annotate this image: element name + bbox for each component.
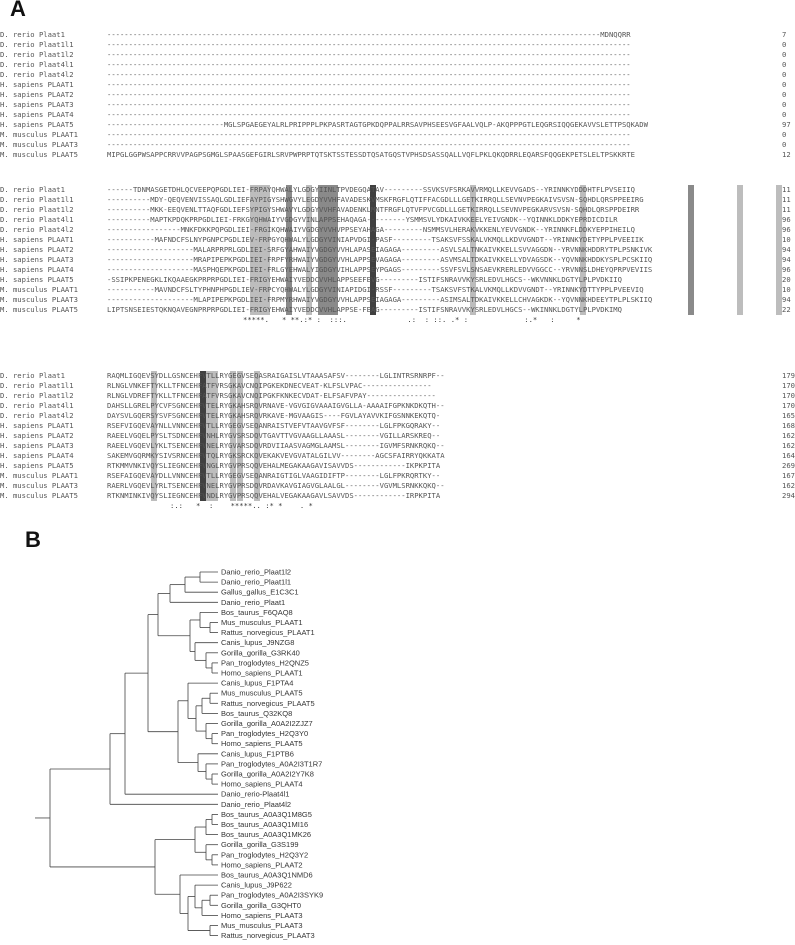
tree-tip-label: Homo_sapiens_PLAAT1 <box>221 668 303 678</box>
sequence-name: H. sapiens PLAAT1 <box>0 421 74 430</box>
sequence-residues: MIPGLGGPWSAPPCRRVVPAGPSGMGLSPAASGEFGIRLSRVPWPRPTQTSKTSSTESSDTQSATGQSTVPHSDSASSQALLVQFLPKLQKQDRRLEQARSFQQGEKPETSLELTPSKKRTE <box>107 150 635 159</box>
sequence-name: D. rerio Plaat1l2 <box>0 205 74 214</box>
tree-tip-label: Bos_taurus_A0A3Q1NMD6 <box>221 870 313 880</box>
tree-tip-label: Rattus_norvegicus_PLAAT3 <box>221 931 315 941</box>
sequence-name: H. sapiens PLAAT2 <box>0 245 74 254</box>
sequence-residues: ------------------------------------------------------------------------------------------------------------------------- <box>107 80 631 89</box>
sequence-end-position: 0 <box>782 80 787 89</box>
consensus-symbols: :.: * : *****.. :* * . * <box>170 501 313 510</box>
tree-tip-label: Rattus_norvegicus_PLAAT1 <box>221 628 315 638</box>
sequence-name: H. sapiens PLAAT4 <box>0 451 74 460</box>
sequence-end-position: 164 <box>782 451 795 460</box>
tree-tip-label: Gorilla_gorilla_A0A2I2ZJZ7 <box>221 719 313 728</box>
sequence-residues: -----------------MNKFDKKPQPGDLIEI-FRGIKQHWAIYVGDGYVVHVPPSEYAHAGA---------NSMMSVLHERAKVKKENLYEVVGNDK--YRINNKFLDDKYEPPIHEILQ <box>107 225 635 234</box>
sequence-residues: RTKNMINKIVQYSLIEGNCEHFVNDLRYGVPRSQQVEHALVEGAKAAGAVLSAVVDS------------IRPKPITA <box>107 491 441 500</box>
sequence-end-position: 269 <box>782 461 795 470</box>
sequence-end-position: 170 <box>782 401 795 410</box>
tree-tip-label: Bos_taurus_A0A3Q1MI16 <box>221 820 309 829</box>
sequence-residues: DAHSLLGRELPYCVFSGNCEHFVTELRYGKAHSRQVRNAVE-VGVGIGVAAAIGVGLLA-AAAAIFGPKNKDKQTH-- <box>107 401 445 410</box>
sequence-end-position: 168 <box>782 421 795 430</box>
sequence-residues: ------------------------------------------------------------------------------------------------------------------------- <box>107 50 631 59</box>
tree-tip-label: Danio_rerio_Plaat1l2 <box>221 567 292 577</box>
tree-tip-label: Rattus_norvegicus_PLAAT5 <box>221 698 315 708</box>
sequence-end-position: 170 <box>782 391 795 400</box>
tree-tip-label: Gallus_gallus_E1C3C1 <box>221 587 299 597</box>
sequence-residues: RAEELVGQELPYSLTSDNCEHFVNHLRYGVSRSDQVTGAVTTVGVAAGLLAAASL--------VGILLARSKREQ-- <box>107 431 441 440</box>
sequence-name: D. rerio Plaat1l1 <box>0 195 74 204</box>
consensus-symbols: *****. * **.:* : :::. .: : ::. .* : :.* : * <box>243 315 581 324</box>
sequence-residues: ------------------------------------------------------------------------------------------------------------------------- <box>107 110 631 119</box>
sequence-name: D. rerio Plaat1l1 <box>0 40 74 49</box>
sequence-name: H. sapiens PLAAT5 <box>0 275 74 284</box>
sequence-residues: LIPTSNSEIESTQKNQAVEGNPRPRPGDLIEI-FRIGYEHWAIYVEDDCVVHLAPPSE-FEAG---------ISTIFSNRAVVKYSRLEDVLHGCS--WKINNKLDGTYLPLPVDKIMQ <box>107 305 622 314</box>
sequence-residues: ------------------------------------------------------------------------------------------------------------------------- <box>107 70 631 79</box>
sequence-end-position: 96 <box>782 215 791 224</box>
tree-tip-label: Homo_sapiens_PLAAT5 <box>221 739 303 749</box>
sequence-name: D. rerio Plaat1l1 <box>0 381 74 390</box>
sequence-residues: RLNGLVDREFTYKLLTFNCEHFATFVRSGKAVCNQIPGKFKNKECVDAT-ELFSAFVPAY---------------- <box>107 391 436 400</box>
sequence-end-position: 20 <box>782 275 791 284</box>
sequence-name: H. sapiens PLAAT5 <box>0 461 74 470</box>
sequence-name: D. rerio Plaat1l2 <box>0 391 74 400</box>
sequence-residues: RAEELVGQEVLYKLTSENCEHFVNELRYGVARSDQVRDVIIAASVAGMGLAAMSL--------IGVMFSRNKRQKQ-- <box>107 441 445 450</box>
sequence-end-position: 0 <box>782 100 787 109</box>
sequence-name: M. musculus PLAAT1 <box>0 285 78 294</box>
sequence-residues: -----------MAVNDCFSLTYPHNPHPGDLIEV-FRPCYQHWALYLGDGYVINIAPIDGI-RSSF---------TSAKSVFSTKALVKMQLLKDVVGNDT--YRINNKYDTTYPPLPVEEVIQ <box>107 285 644 294</box>
sequence-end-position: 10 <box>782 285 791 294</box>
tree-tip-label: Bos_taurus_F6QAQ8 <box>221 607 293 617</box>
sequence-end-position: 7 <box>782 30 787 39</box>
tree-tip-label: Mus_musculus_PLAAT1 <box>221 618 303 627</box>
tree-tip-label: Danio_rerio_Plaat4l2 <box>221 799 292 809</box>
sequence-end-position: 162 <box>782 441 795 450</box>
tree-tip-label: Danio_rerio-Plaat4l1 <box>221 789 290 799</box>
conserved-column-shade <box>737 185 743 315</box>
sequence-residues: --------------------MASPHQEPKPGDLIEI-FRLGYEHWALYIGDGYVIHLAPPSEYPGAGS---------SSVFSVLSNSAEVKRERLEDVVGGCC--YRVNNSLDHEYQPRPVEVIIS <box>107 265 653 274</box>
sequence-end-position: 96 <box>782 225 791 234</box>
tree-tip-label: Gorilla_gorilla_A0A2I2Y7K8 <box>221 769 314 779</box>
sequence-name: D. rerio Plaat4l1 <box>0 60 74 69</box>
sequence-end-position: 179 <box>782 371 795 380</box>
tree-tip-label: Canis_lupus_J9NZG8 <box>221 638 295 648</box>
sequence-name: H. sapiens PLAAT3 <box>0 100 74 109</box>
sequence-residues: -----------MAFNDCFSLNYPGNPCPGDLIEV-FRPGYQHWALYLGDGYVINIAPVDGI-PASF---------TSAKSVFSSKALVKMQLLKDVVGNDT--YRINNKYDETYPPLPVEEIIK <box>107 235 644 244</box>
sequence-name: D. rerio Plaat4l2 <box>0 411 74 420</box>
sequence-name: H. sapiens PLAAT5 <box>0 120 74 129</box>
tree-tip-label: Pan_troglodytes_H2QNZ5 <box>221 658 309 668</box>
sequence-residues: ------------------------------------------------------------------------------------------------------------------------- <box>107 140 631 149</box>
tree-tip-label: Gorilla_gorilla_G3RK40 <box>221 648 300 658</box>
sequence-residues: RAQMLIGQEVSYDLLGSNCEHFVTLLRYGEGVSEQASRAIGAISLVTAAASAFSV--------LGLINTRSRNRPF-- <box>107 371 445 380</box>
sequence-residues: ------------------------------------------------------------------------------------------------------------------MDNQQRR <box>107 30 631 39</box>
sequence-end-position: 94 <box>782 295 791 304</box>
sequence-name: M. musculus PLAAT1 <box>0 471 78 480</box>
sequence-residues: ------------------------------------------------------------------------------------------------------------------------- <box>107 130 631 139</box>
sequence-residues: ------TDNMASGETDHLQCVEEPQPGDLIEI-FRPAYQHWALYLGDGYIINLTPVDEGQATAV---------SSVKSVFSRKAVVRMQLLKEVVGADS--YRINNKYDDDHTFLPVSEIIQ <box>107 185 635 194</box>
sequence-name: D. rerio Plaat1 <box>0 30 65 39</box>
sequence-name: D. rerio Plaat4l2 <box>0 70 74 79</box>
sequence-end-position: 167 <box>782 471 795 480</box>
sequence-name: H. sapiens PLAAT4 <box>0 110 74 119</box>
sequence-end-position: 0 <box>782 70 787 79</box>
sequence-name: H. sapiens PLAAT1 <box>0 235 74 244</box>
sequence-residues: ------------------------------------------------------------------------------------------------------------------------- <box>107 100 631 109</box>
tree-tip-label: Homo_sapiens_PLAAT3 <box>221 910 303 920</box>
sequence-end-position: 94 <box>782 245 791 254</box>
sequence-end-position: 0 <box>782 140 787 149</box>
sequence-residues: RLNGLVNKEFTYKLLTFNCEHFATFVRSGKAVCNQIPGKEKDNECVEAT-KLFSLVPAC---------------- <box>107 381 432 390</box>
tree-tip-label: Gorilla_gorilla_G3S199 <box>221 840 299 850</box>
sequence-residues: --------------------MLAPIPEPKPGDLIEI-FRPMYRHWAIYVGDGYVVHLAPPSEIAGAGA---------ASIMSALTDKAIVKKELLCHVAGKDK--YQVNNKHDEEYTPLPLSKIIQ <box>107 295 653 304</box>
sequence-end-position: 170 <box>782 381 795 390</box>
conserved-column-shade <box>688 185 694 315</box>
tree-tip-label: Gorilla_gorilla_G3QHT0 <box>221 900 302 910</box>
tree-tip-label: Mus_musculus_PLAAT5 <box>221 688 303 698</box>
tree-tip-label: Homo_sapiens_PLAAT4 <box>221 779 303 789</box>
sequence-name: M. musculus PLAAT3 <box>0 140 78 149</box>
sequence-residues: --------------------MRAPIPEPKPGDLIEI-FRPFYRHWAIYVGDGYVVHLAPPSEVAGAGA---------ASVMSALTDKAIVKKELLYDVAGSDK--YQVNNKHDDKYSPLPCSKIIQ <box>107 255 653 264</box>
sequence-name: M. musculus PLAAT5 <box>0 305 78 314</box>
sequence-name: H. sapiens PLAAT2 <box>0 90 74 99</box>
sequence-end-position: 0 <box>782 40 787 49</box>
sequence-residues: ----------MKK-EEQVENLTTAQFGDLIEFSYPIGYSHWAVYLGDGYVVHFAVADENKLMNTFRGFLQTVFPVCGDLLLGETKIRRQLLSEVNVPEGKARVSVSN-SQHDLQRSPPDEIRR <box>107 205 640 214</box>
sequence-name: H. sapiens PLAAT3 <box>0 441 74 450</box>
sequence-end-position: 0 <box>782 110 787 119</box>
sequence-residues: -SSIPKPENEGKLIKQAAEGKPRPRPGDLIEI-FRIGYEHWAIYVEDDCVVHLAPPSEEFEVG---------ISTIFSNRAVVKYSRLEDVLHGCS--WKVNNKLDGTYLPLPVDKIIQ <box>107 275 622 284</box>
tree-tip-label: Bos_taurus_Q32KQ8 <box>221 708 293 718</box>
tree-tip-label: Pan_troglodytes_A0A2I3SYK9 <box>221 890 324 900</box>
sequence-residues: ------------------------------------------------------------------------------------------------------------------------- <box>107 60 631 69</box>
panel-label-a: A <box>10 0 26 21</box>
sequence-end-position: 162 <box>782 481 795 490</box>
tree-tip-label: Canis_lupus_F1PTA4 <box>221 678 294 688</box>
sequence-residues: DAYSVLGQERSYSVFSGNCEHFVTELRYGKAHSRQVRKAVE-MGVAAGIS----FGVLAYAVVKIFGSNNKEKQTQ- <box>107 411 441 420</box>
sequence-end-position: 22 <box>782 305 791 314</box>
sequence-name: H. sapiens PLAAT1 <box>0 80 74 89</box>
sequence-residues: RSEFVIGQEVAYNLLVNNCEHFVTLLRYGEGVSEQANRAISTVEFVTAAVGVFSF--------LGLFPKGQRAKY-- <box>107 421 441 430</box>
sequence-name: D. rerio Plaat1 <box>0 371 65 380</box>
sequence-residues: --------------------MALARPRPRLGDLIEI-SRFGYAHWAIYVGDGYVVHLAPASEIAGAGA---------ASVLSALTNKAIVKKELLSVVAGGDN--YRVNNKHDDRYTPLPSNKIVK <box>107 245 653 254</box>
sequence-residues: ------------------------------------------------------------------------------------------------------------------------- <box>107 40 631 49</box>
sequence-name: M. musculus PLAAT5 <box>0 491 78 500</box>
sequence-end-position: 0 <box>782 50 787 59</box>
sequence-residues: SAKEMVGQRMKYSIVSRNCEHFVTQLRYGKSRCKQVEKAKVEVGVATALGILVV--------AGCSFAIRRYQKKATA <box>107 451 445 460</box>
sequence-name: M. musculus PLAAT3 <box>0 295 78 304</box>
sequence-end-position: 165 <box>782 411 795 420</box>
sequence-end-position: 11 <box>782 185 791 194</box>
sequence-residues: ----------MAPTKPDQKPRPGDLIEI-FRKGYQHWAIYVGDGYVINLAPPSEHAQAGA---------YSMMSVLYDKAIVKKEELYEIVGNDK--YQINNKLDDKYEPRDICDILR <box>107 215 618 224</box>
sequence-end-position: 11 <box>782 205 791 214</box>
sequence-name: M. musculus PLAAT1 <box>0 130 78 139</box>
sequence-residues: RTKMMVNKIVQYSLIEGNCEHFVNGLRYGVPRSQQVEHALMEGAKAAGAVISAVVDS------------IKPKPITA <box>107 461 441 470</box>
sequence-end-position: 94 <box>782 255 791 264</box>
sequence-name: M. musculus PLAAT5 <box>0 150 78 159</box>
sequence-end-position: 96 <box>782 265 791 274</box>
tree-tip-label: Mus_musculus_PLAAT3 <box>221 921 303 930</box>
tree-tip-label: Bos_taurus_A0A3Q1M8G5 <box>221 809 312 819</box>
sequence-residues: RSEFAIGQEVAYDLLVNNCEHFVTLLRYGEGVSEQANRAIGTIGLVAAGIDIFTP--------LGLFPKRQRTKY-- <box>107 471 441 480</box>
sequence-name: D. rerio Plaat4l2 <box>0 225 74 234</box>
sequence-end-position: 162 <box>782 431 795 440</box>
sequence-name: H. sapiens PLAAT3 <box>0 255 74 264</box>
tree-tip-label: Homo_sapiens_PLAAT2 <box>221 860 303 870</box>
tree-tip-label: Bos_taurus_A0A3Q1MK26 <box>221 830 312 840</box>
sequence-residues: ----------MDY-QEQVENVISSAQLGDLIEFAYPIGYSHWGVYLEGDYVVHFAVADESKVMSKFRGFLQTIFFACGDLLLGETKIRRQLLSEVNVPEGKAIVSVSN-SQHDLQRSPPEEIRG <box>107 195 644 204</box>
sequence-name: D. rerio Plaat1l2 <box>0 50 74 59</box>
phylogenetic-tree <box>30 555 360 945</box>
sequence-end-position: 0 <box>782 90 787 99</box>
sequence-name: H. sapiens PLAAT4 <box>0 265 74 274</box>
tree-tip-label: Danio_rerio_Plaat1l1 <box>221 577 292 587</box>
sequence-name: D. rerio Plaat1 <box>0 185 65 194</box>
sequence-end-position: 10 <box>782 235 791 244</box>
panel-label-b: B <box>25 527 41 552</box>
tree-tip-label: Pan_troglodytes_H2Q3Y0 <box>221 729 309 739</box>
tree-tip-label: Pan_troglodytes_H2Q3Y2 <box>221 850 309 860</box>
sequence-end-position: 0 <box>782 60 787 69</box>
tree-tip-label: Danio_rerio_Plaat1 <box>221 597 286 607</box>
sequence-end-position: 12 <box>782 150 791 159</box>
sequence-residues: ---------------------------MGLSPGAEGEYALRLPRIPPPLPKPASRTAGTGPKDQPPALRRSAVPHSEESVGFAALVQLP-AKQPPPGTLEQGRSIQQGEKAVVSLETTPSQKADW <box>107 120 648 129</box>
sequence-end-position: 11 <box>782 195 791 204</box>
sequence-end-position: 294 <box>782 491 795 500</box>
sequence-name: H. sapiens PLAAT2 <box>0 431 74 440</box>
tree-tip-label: Canis_lupus_F1PTB6 <box>221 749 294 759</box>
sequence-name: M. musculus PLAAT3 <box>0 481 78 490</box>
sequence-residues: RAERLVGQEVLYRLTSENCEHFVNELRYGVPRSDQVRDAVKAVGIAGVGLAALGL--------VGVMLSRNKKQKQ-- <box>107 481 445 490</box>
sequence-residues: ------------------------------------------------------------------------------------------------------------------------- <box>107 90 631 99</box>
sequence-end-position: 97 <box>782 120 791 129</box>
sequence-name: D. rerio Plaat4l1 <box>0 401 74 410</box>
sequence-name: D. rerio Plaat4l1 <box>0 215 74 224</box>
tree-tip-label: Canis_lupus_J9P622 <box>221 880 292 890</box>
tree-tip-label: Pan_troglodytes_A0A2I3T1R7 <box>221 759 323 769</box>
sequence-end-position: 0 <box>782 130 787 139</box>
